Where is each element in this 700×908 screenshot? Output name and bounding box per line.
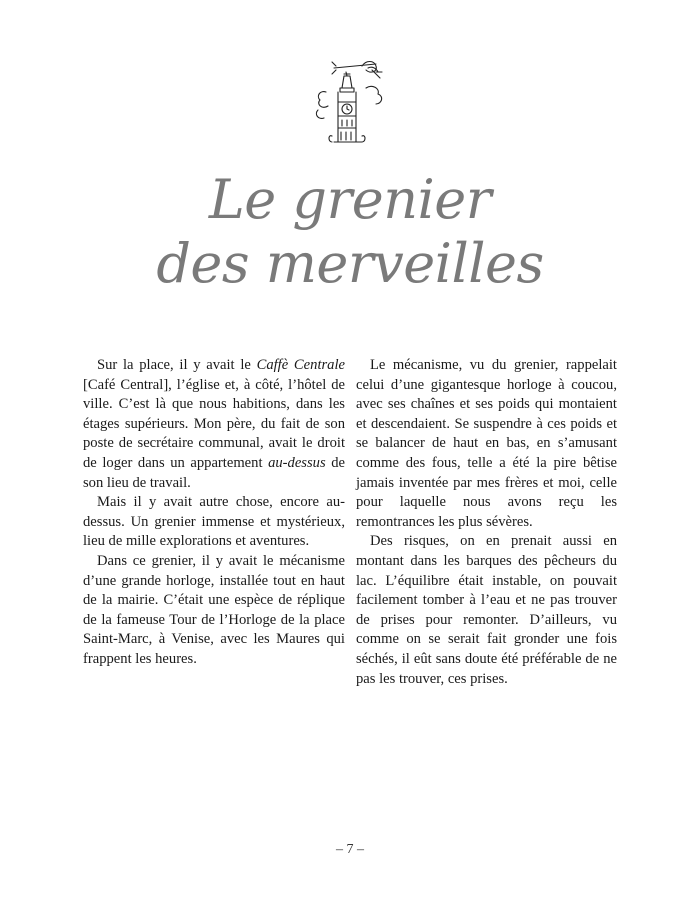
page-number: – 7 – <box>336 842 364 857</box>
left-paragraph-3: Dans ce grenier, il y avait le mécanisme d’une grande horloge, installée tout en haut de la mairie. C’était une espèce de réplique de la fameuse Tour de l’Horloge de la place Saint-Marc, à Venise, avec les Maures qui frappent les heures. <box>83 552 345 667</box>
left-paragraph-1: Sur la place, il y avait le Caffè Centrale [Café Central], l’église et, à côté, l’hôtel de ville. C’est là que nous habitions, dans les étages supérieurs. Mon père, du fait de son poste de secrétaire communal, avait le droit de loger dans un appartement au-dessus de son lieu de travail. <box>83 357 346 491</box>
chapter-title-line-1: Le grenier <box>208 168 492 231</box>
clock-tower-illustration <box>306 58 388 144</box>
right-paragraph-1: Le mécanisme, vu du grenier, rappelait celui d’une gigantesque horloge à coucou, avec ses chaînes et ses poids qui montaient et descendaient. Se suspendre à ces poids et se balancer de haut en bas, en s’amusant comme des fous, telle a été la pire bêtise jamais inventée par mes frères et moi, celle pour laquelle nous avons reçu les remontrances les plus sévères. <box>356 357 617 530</box>
chapter-title <box>0 168 700 296</box>
right-column <box>356 356 617 689</box>
left-column <box>83 356 345 670</box>
chapter-title-line-2: des merveilles <box>156 232 544 295</box>
right-paragraph-2: Des risques, on en prenait aussi en montant dans les barques des pêcheurs du lac. L’équilibre était instable, on pouvait facilement tomber à l’eau et ne pas trouver de prises pour remonter. D’ailleurs, vu comme on se serait fait gronder une fois séchés, il eût sans doute été préférable de ne pas les trouver, ces prises. <box>356 533 617 687</box>
left-paragraph-2: Mais il y avait autre chose, encore au-dessus. Un grenier immense et mystérieux, lieu de mille explorations et aventures. <box>83 494 345 550</box>
